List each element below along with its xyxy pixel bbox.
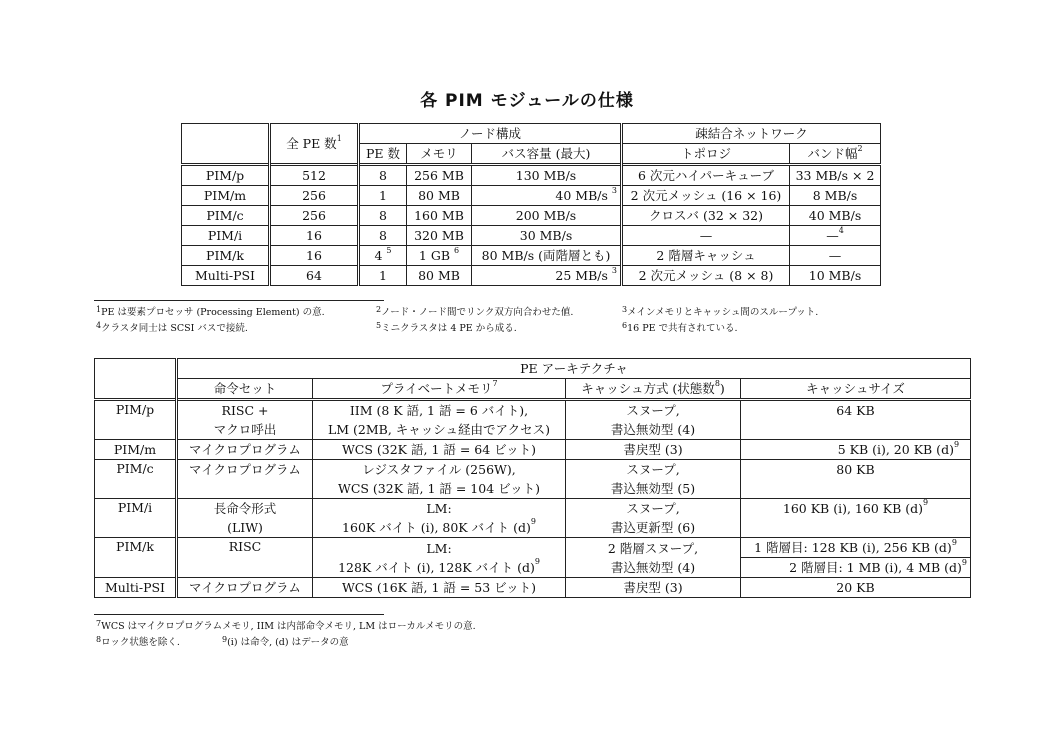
header-network: 疎結合ネットワーク xyxy=(622,124,881,144)
footnote-7: $^7$WCS はマイクロプログラムメモリ, IIM は内部命令メモリ, LM はローカルメモリの意. xyxy=(96,619,476,632)
row-name: PIM/k xyxy=(182,246,270,266)
cell-cache-method: スヌープ, 書込無効型 (5) xyxy=(566,460,741,499)
corner-cell xyxy=(95,359,177,400)
table-row xyxy=(95,578,971,598)
footnote-3: $^3$メインメモリとキャッシュ間のスループット. xyxy=(622,305,819,318)
header-cache-method: キャッシュ方式 (状態数$^8$) xyxy=(566,379,741,400)
cell-isa: RISC xyxy=(177,538,313,578)
footnote-5: $^5$ミニクラスタは 4 PE から成る. xyxy=(376,321,517,334)
cell-bus: 200 MB/s xyxy=(472,206,622,226)
cell-private-mem: LM: 128K バイト (i), 128K バイト $(d)^9$ xyxy=(313,538,566,578)
table-row xyxy=(95,460,971,499)
cell-pe: 1 xyxy=(359,266,407,286)
cell-cache-size: 160 KB (i), 160 KB $(d)^9$ xyxy=(741,499,971,538)
cell-cache-method: 2 階層スヌープ, 書込無効型 (4) xyxy=(566,538,741,578)
footnote-rule xyxy=(94,614,384,615)
cell-topology: 2 階層キャッシュ xyxy=(622,246,790,266)
cell-total-pe: 256 xyxy=(270,186,359,206)
cell-cache-size: 80 KB xyxy=(741,460,971,499)
header-bus-capacity: バス容量 (最大) xyxy=(472,144,622,165)
header-node-config: ノード構成 xyxy=(359,124,622,144)
cell-isa: マイクロプログラム xyxy=(177,440,313,460)
cell-mem: 80 MB xyxy=(407,266,472,286)
pim-spec-table xyxy=(181,123,881,286)
cell-bandwidth: — xyxy=(790,246,881,266)
cell-pe: 8 xyxy=(359,206,407,226)
row-name: Multi-PSI xyxy=(182,266,270,286)
header-topology: トポロジ xyxy=(622,144,790,165)
cell-cache-method: スヌープ, 書込無効型 (4) xyxy=(566,400,741,440)
cell-isa: マイクロプログラム xyxy=(177,578,313,598)
header-private-mem: プライベートメモリ$^7$ xyxy=(313,379,566,400)
cell-bus: 130 MB/s xyxy=(472,165,622,186)
footnote-6: $^6$16 PE で共有されている. xyxy=(622,321,738,334)
table-row xyxy=(182,226,881,246)
cell-pe: 8 xyxy=(359,165,407,186)
row-name: PIM/p xyxy=(182,165,270,186)
cell-mem: 1 GB $^6$ xyxy=(407,246,472,266)
cell-bus: 40 MB/s $^3$ xyxy=(472,186,622,206)
document-title: 各 PIM モジュールの仕様 xyxy=(420,91,634,111)
header-memory: メモリ xyxy=(407,144,472,165)
cell-bus: 25 MB/s $^3$ xyxy=(472,266,622,286)
header-pe-arch: PE アーキテクチャ xyxy=(177,359,971,379)
cell-bus: 30 MB/s xyxy=(472,226,622,246)
cell-bandwidth: 8 MB/s xyxy=(790,186,881,206)
cell-total-pe: 16 xyxy=(270,246,359,266)
cell-bandwidth: 33 MB/s × 2 xyxy=(790,165,881,186)
cell-total-pe: 256 xyxy=(270,206,359,226)
cell-private-mem: WCS (16K 語, 1 語 = 53 ビット) xyxy=(313,578,566,598)
header-total-pe: 全 PE 数$^1$ xyxy=(270,124,359,165)
cell-isa: RISC + マクロ呼出 xyxy=(177,400,313,440)
table-row xyxy=(95,499,971,538)
cell-pe: 4 $^5$ xyxy=(359,246,407,266)
cell-topology: 6 次元ハイパーキューブ xyxy=(622,165,790,186)
cell-private-mem: レジスタファイル (256W), WCS (32K 語, 1 語 = 104 ビット) xyxy=(313,460,566,499)
cell-isa: マイクロプログラム xyxy=(177,460,313,499)
cell-cache-size: 64 KB xyxy=(741,400,971,440)
header-cache-size: キャッシュサイズ xyxy=(741,379,971,400)
cell-cache-size: 20 KB xyxy=(741,578,971,598)
cell-topology: 2 次元メッシュ (8 × 8) xyxy=(622,266,790,286)
cell-total-pe: 64 xyxy=(270,266,359,286)
cell-mem: 80 MB xyxy=(407,186,472,206)
cell-pe: 1 xyxy=(359,186,407,206)
footnote-9: $^9$(i) は命令, (d) はデータの意 xyxy=(222,635,349,648)
table-row xyxy=(182,206,881,226)
cell-bus: 80 MB/s (両階層とも) xyxy=(472,246,622,266)
cell-mem: 160 MB xyxy=(407,206,472,226)
row-name: PIM/i xyxy=(182,226,270,246)
footnote-2: $^2$ノード・ノード間でリンク双方向合わせた値. xyxy=(376,305,574,318)
cell-cache-method: 書戻型 (3) xyxy=(566,440,741,460)
pe-architecture-table xyxy=(94,358,971,598)
cell-bandwidth: 10 MB/s xyxy=(790,266,881,286)
table-row xyxy=(95,538,971,558)
cell-mem: 256 MB xyxy=(407,165,472,186)
row-name: PIM/p xyxy=(95,400,177,440)
table-row xyxy=(182,165,881,186)
cell-bandwidth: 40 MB/s xyxy=(790,206,881,226)
cell-private-mem: WCS (32K 語, 1 語 = 64 ビット) xyxy=(313,440,566,460)
cell-cache-size: 5 KB (i), 20 KB $(d)^9$ xyxy=(741,440,971,460)
cell-cache-method: 書戻型 (3) xyxy=(566,578,741,598)
footnote-rule xyxy=(94,300,384,301)
footnote-8: $^8$ロック状態を除く. xyxy=(96,635,180,648)
row-name: PIM/m xyxy=(182,186,270,206)
cell-private-mem: IIM (8 K 語, 1 語 = 6 バイト), LM (2MB, キャッシュ経由でアクセス) xyxy=(313,400,566,440)
cell-topology: クロスバ (32 × 32) xyxy=(622,206,790,226)
cell-cache-size-level-2: 2 階層目: 1 MB (i), 4 MB $(d)^9$ xyxy=(741,558,971,578)
cell-cache-method: スヌープ, 書込更新型 (6) xyxy=(566,499,741,538)
corner-cell xyxy=(182,124,270,165)
cell-cache-size-level-1: 1 階層目: 128 KB (i), 256 KB $(d)^9$ xyxy=(741,538,971,558)
cell-isa: 長命令形式 (LIW) xyxy=(177,499,313,538)
table-row xyxy=(182,246,881,266)
table-row xyxy=(182,186,881,206)
cell-bandwidth: —$^4$ xyxy=(790,226,881,246)
cell-total-pe: 512 xyxy=(270,165,359,186)
header-bandwidth: バンド幅$^2$ xyxy=(790,144,881,165)
cell-topology: 2 次元メッシュ (16 × 16) xyxy=(622,186,790,206)
cell-pe: 8 xyxy=(359,226,407,246)
row-name: PIM/i xyxy=(95,499,177,538)
footnote-4: $^4$クラスタ同士は SCSI バスで接続. xyxy=(96,321,248,334)
row-name: PIM/m xyxy=(95,440,177,460)
row-name: PIM/c xyxy=(95,460,177,499)
row-name: PIM/c xyxy=(182,206,270,226)
table-row xyxy=(95,400,971,440)
table-row xyxy=(95,440,971,460)
header-isa: 命令セット xyxy=(177,379,313,400)
row-name: Multi-PSI xyxy=(95,578,177,598)
header-pe-count: PE 数 xyxy=(359,144,407,165)
cell-total-pe: 16 xyxy=(270,226,359,246)
table-row xyxy=(182,266,881,286)
cell-private-mem: LM: 160K バイト (i), 80K バイト $(d)^9$ xyxy=(313,499,566,538)
footnote-1: $^1$PE は要素プロセッサ (Processing Element) の意. xyxy=(96,305,325,318)
cell-topology: — xyxy=(622,226,790,246)
cell-mem: 320 MB xyxy=(407,226,472,246)
row-name: PIM/k xyxy=(95,538,177,578)
